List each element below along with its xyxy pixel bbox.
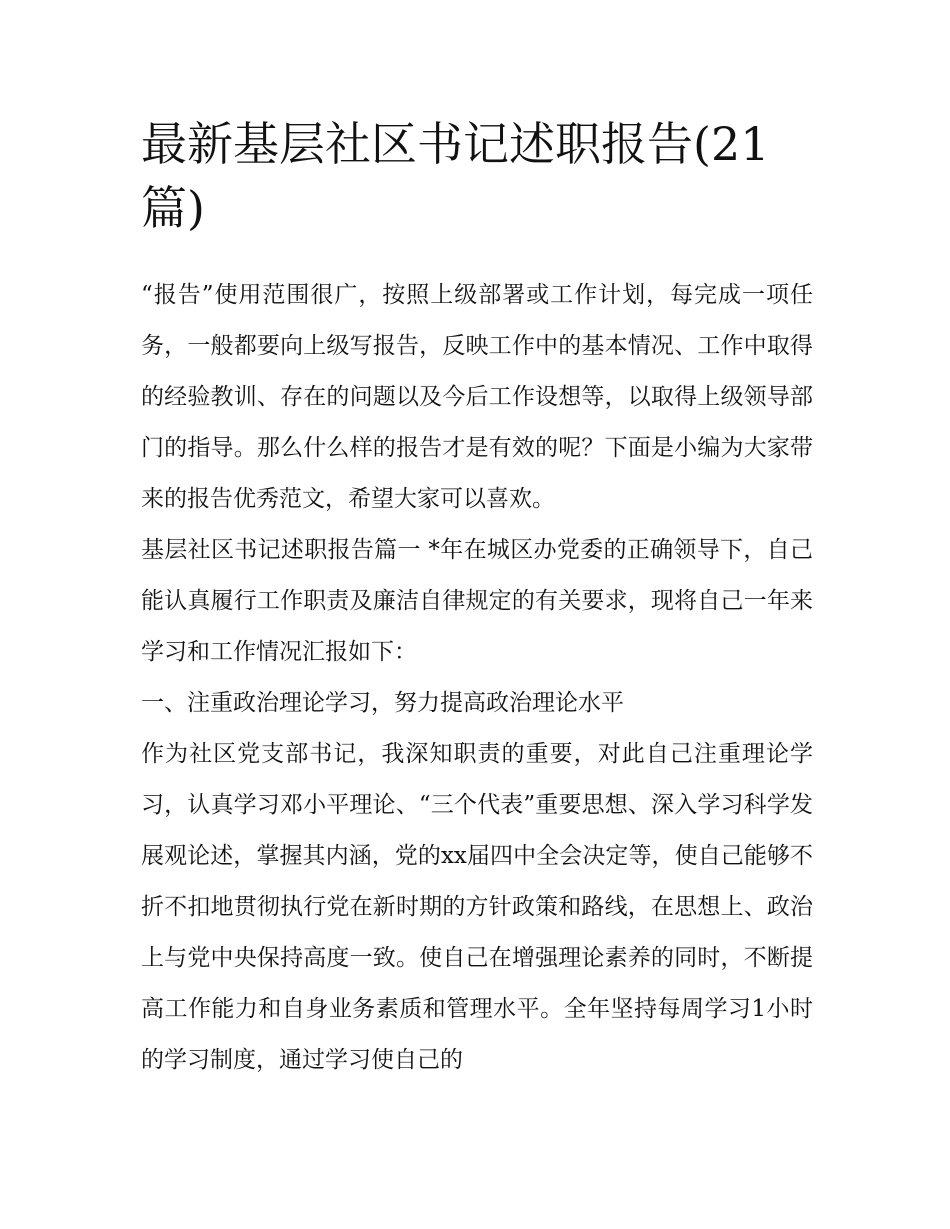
document-page [141,112,813,1086]
section-body-paragraph: 作为社区党支部书记，我深知职责的重要，对此自己注重理论学习，认真学习邓小平理论、“三个代表”重要思想、深入学习科学发展观论述，掌握其内涵，党的xx届四中全会决定等，使自己能够不折不扣地贯彻执行党在新时期的方针政策和路线，在思想上、政治上与党中央保持高度一致。使自己在增强理论素养的同时，不断提高工作能力和自身业务素质和管理水平。全年坚持每周学习1小时的学习制度，通过学习使自己的 [141,741,813,1073]
section-heading: 一、注重政治理论学习，努力提高政治理论水平 [141,690,624,716]
document-title: 最新基层社区书记述职报告(21篇) [141,117,770,235]
intro-paragraph: “报告”使用范围很广，按照上级部署或工作计划，每完成一项任务，一般都要向上级写报告，反映工作中的基本情况、工作中取得的经验教训、存在的问题以及今后工作设想等，以取得上级领导部门的指导。那么什么样的报告才是有效的呢？下面是小编为大家带来的报告优秀范文，希望大家可以喜欢。 [141,282,813,512]
document-body [141,270,813,1086]
report-opening-paragraph: 基层社区书记述职报告篇一 *年在城区办党委的正确领导下，自己能认真履行工作职责及廉洁自律规定的有关要求，现将自己一年来学习和工作情况汇报如下： [141,537,813,665]
